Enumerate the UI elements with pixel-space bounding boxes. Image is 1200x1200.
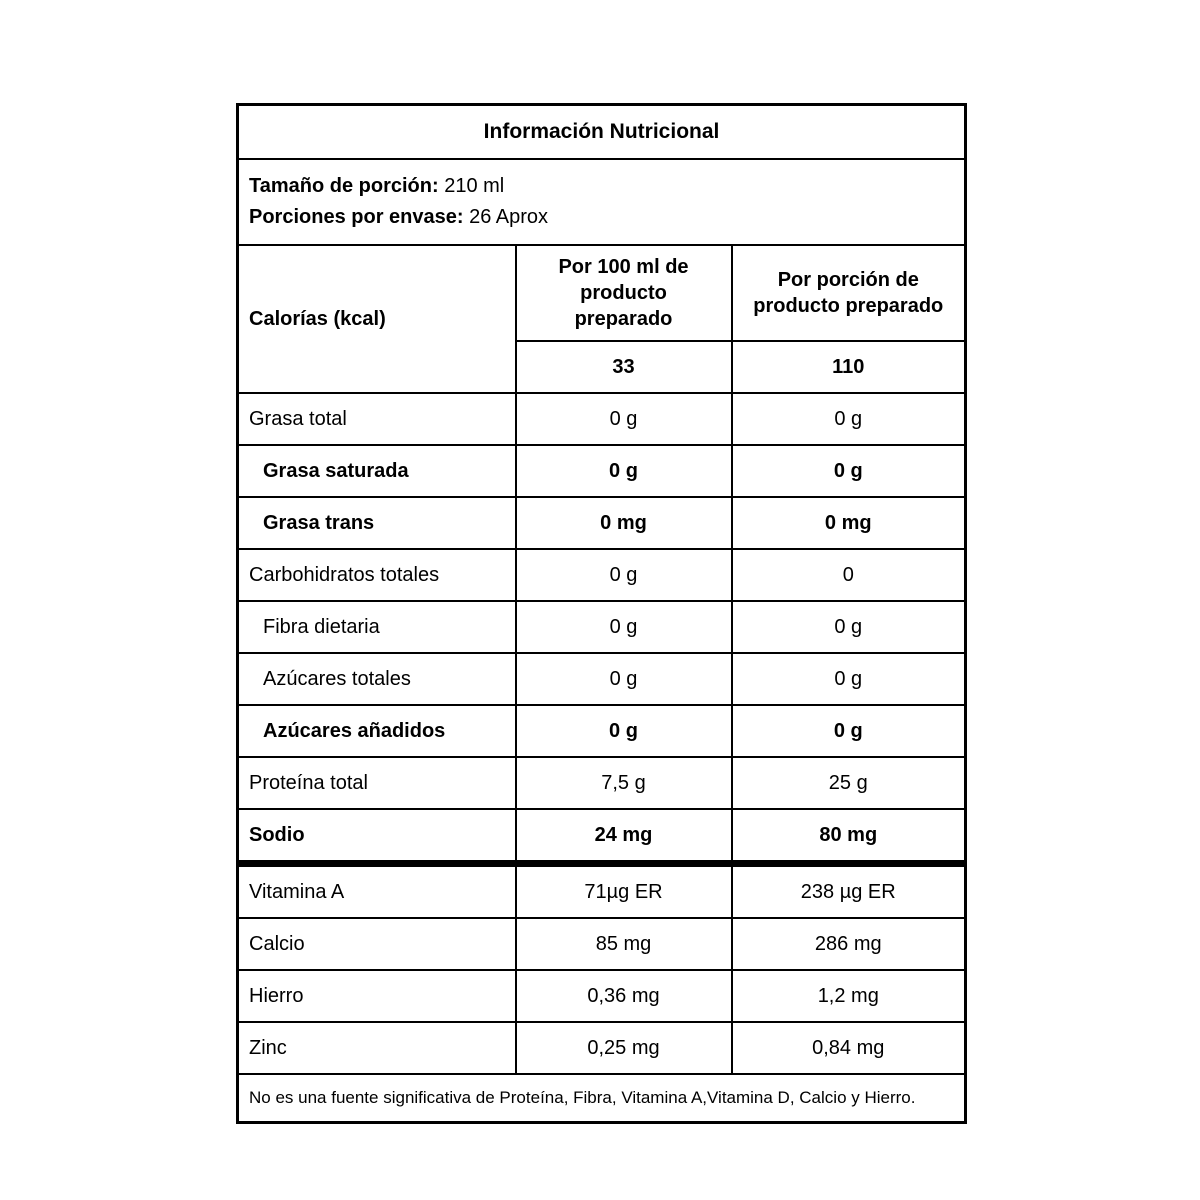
value-per-100ml: 0 g (516, 549, 732, 601)
calories-per-100ml-value: 33 (516, 341, 732, 393)
servings-per-container-label: Porciones por envase: (249, 206, 464, 228)
value-per-100ml: 24 mg (516, 809, 732, 864)
value-per-portion: 286 mg (732, 918, 966, 970)
table-row-hierro (238, 970, 966, 1022)
table-row-azucares-totales (238, 653, 966, 705)
nutrient-name: Zinc (238, 1022, 516, 1074)
serving-size-label: Tamaño de porción: (249, 175, 439, 197)
value-per-portion: 0 mg (732, 497, 966, 549)
value-per-portion: 25 g (732, 757, 966, 809)
table-row-zinc (238, 1022, 966, 1074)
value-per-100ml: 0 g (516, 393, 732, 445)
table-title: Información Nutricional (238, 105, 966, 160)
value-per-portion: 0 g (732, 653, 966, 705)
value-per-100ml: 7,5 g (516, 757, 732, 809)
nutrient-name: Carbohidratos totales (238, 549, 516, 601)
nutrient-name: Grasa saturada (238, 445, 516, 497)
serving-size-value: 210 ml (444, 175, 505, 197)
servings-per-container-line (249, 202, 954, 233)
serving-info-cell (238, 159, 966, 245)
value-per-portion: 238 µg ER (732, 864, 966, 919)
footnote-text: No es una fuente significativa de Proteína, Fibra, Vitamina A,Vitamina D, Calcio y Hierro. (238, 1074, 966, 1123)
value-per-portion: 0 g (732, 445, 966, 497)
column-header-per-100ml: Por 100 ml de producto preparado (516, 245, 732, 341)
table-row-proteina-total (238, 757, 966, 809)
column-header-per-portion: Por porción de producto preparado (732, 245, 966, 341)
value-per-portion: 80 mg (732, 809, 966, 864)
table-row-carbohidratos-totales (238, 549, 966, 601)
title-row (238, 105, 966, 160)
value-per-portion: 1,2 mg (732, 970, 966, 1022)
table-row-grasa-total (238, 393, 966, 445)
table-row-fibra-dietaria (238, 601, 966, 653)
table-row-grasa-saturada (238, 445, 966, 497)
footnote-row (238, 1074, 966, 1123)
table-row-grasa-trans (238, 497, 966, 549)
serving-info-row (238, 159, 966, 245)
value-per-portion: 0 (732, 549, 966, 601)
value-per-portion: 0 g (732, 601, 966, 653)
value-per-portion: 0 g (732, 705, 966, 757)
nutrient-name: Calcio (238, 918, 516, 970)
value-per-portion: 0 g (732, 393, 966, 445)
value-per-100ml: 0 g (516, 601, 732, 653)
column-header-row (238, 245, 966, 341)
table-row-sodio (238, 809, 966, 864)
value-per-100ml: 0 g (516, 653, 732, 705)
nutrient-name: Fibra dietaria (238, 601, 516, 653)
nutrient-name: Grasa total (238, 393, 516, 445)
servings-per-container-value: 26 Aprox (469, 206, 549, 228)
nutrient-name: Sodio (238, 809, 516, 864)
value-per-portion: 0,84 mg (732, 1022, 966, 1074)
nutrient-name: Grasa trans (238, 497, 516, 549)
table-row-vitamina-a (238, 864, 966, 919)
nutrient-name: Hierro (238, 970, 516, 1022)
value-per-100ml: 0 g (516, 705, 732, 757)
calories-per-portion-value: 110 (732, 341, 966, 393)
value-per-100ml: 85 mg (516, 918, 732, 970)
value-per-100ml: 0 mg (516, 497, 732, 549)
table-row-azucares-anadidos (238, 705, 966, 757)
serving-size-line (249, 171, 954, 202)
calories-label: Calorías (kcal) (238, 245, 516, 393)
nutrient-name: Proteína total (238, 757, 516, 809)
nutrient-name: Vitamina A (238, 864, 516, 919)
value-per-100ml: 0,36 mg (516, 970, 732, 1022)
nutrient-name: Azúcares totales (238, 653, 516, 705)
value-per-100ml: 71µg ER (516, 864, 732, 919)
value-per-100ml: 0 g (516, 445, 732, 497)
nutrition-facts-table (236, 103, 967, 1124)
table-row-calcio (238, 918, 966, 970)
value-per-100ml: 0,25 mg (516, 1022, 732, 1074)
nutrient-name: Azúcares añadidos (238, 705, 516, 757)
